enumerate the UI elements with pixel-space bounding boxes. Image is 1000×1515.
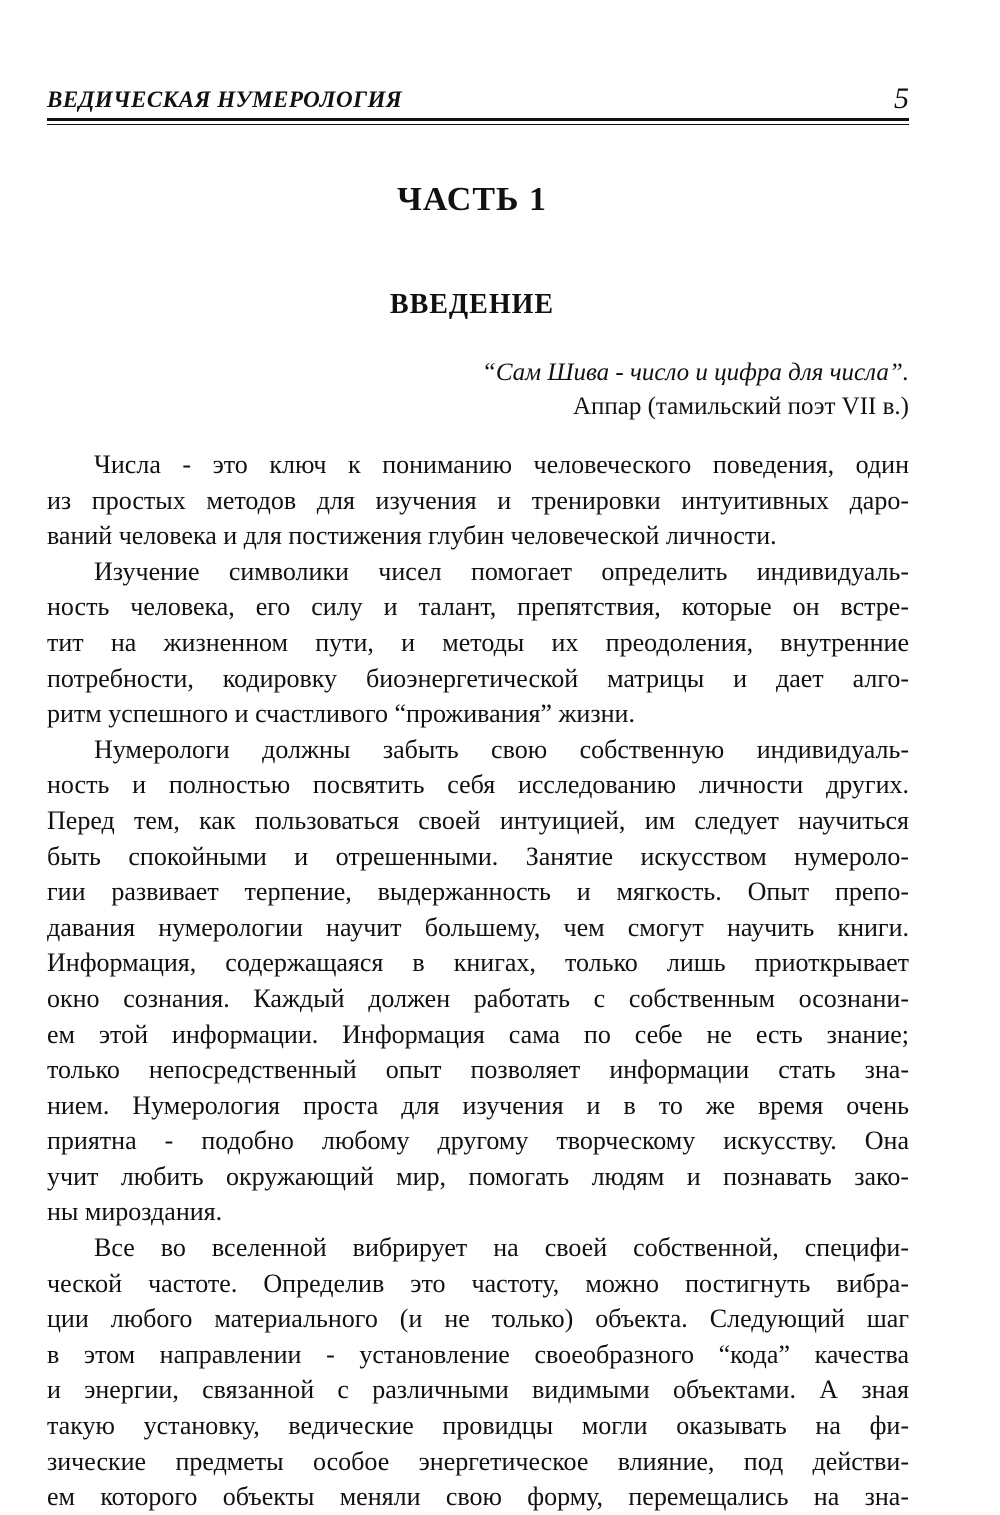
running-title: ВЕДИЧЕСКАЯ НУМЕРОЛОГИЯ (47, 87, 403, 112)
text-line: из простых методов для изучения и тренировки интуитивных даро- (47, 485, 909, 515)
text-line: ем этой информации. Информация сама по себе не есть знание; (47, 1019, 909, 1049)
text-line: ность человека, его силу и талант, препятствия, которые он встре- (47, 592, 909, 622)
text-line: ции любого материального (и не только) объекта. Следующий шаг (47, 1304, 909, 1334)
text-line: Информация, содержащаяся в книгах, только лишь приоткрывает (47, 948, 909, 978)
text-line: гии развивает терпение, выдержанность и мягкость. Опыт препо- (47, 877, 909, 907)
text-line: только непосредственный опыт позволяет информации стать зна- (47, 1055, 909, 1085)
text-line: быть спокойными и отрешенными. Занятие искусством нумероло- (47, 841, 909, 871)
epigraph-quote: “Сам Шива - число и цифра для числа”. (481, 359, 909, 386)
text-line: окно сознания. Каждый должен работать с собственным осознани- (47, 983, 909, 1013)
text-line: давания нумерологии научит большему, чем смогут научить книги. (47, 912, 909, 942)
page-number: 5 (894, 82, 909, 115)
header-rule-thin (47, 124, 909, 125)
text-line: приятна - подобно любому другому творческому искусству. Она (47, 1126, 909, 1156)
text-line: ческой частоте. Определив это частоту, можно постигнуть вибра- (47, 1268, 909, 1298)
text-line: Все во вселенной вибрирует на своей собственной, специфи- (94, 1233, 909, 1263)
text-line: и энергии, связанной с различными видимыми объектами. А зная (47, 1375, 909, 1405)
text-line: Нумерологи должны забыть свою собственную индивидуаль- (94, 734, 909, 764)
text-line: зические предметы особое энергетическое влияние, под действи- (47, 1446, 909, 1476)
text-line: Числа - это ключ к пониманию человеческого поведения, один (94, 450, 909, 479)
epigraph (482, 356, 909, 424)
text-line: ем которого объекты меняли свою форму, перемещались на зна- (47, 1482, 909, 1512)
text-line: ваний человека и для постижения глубин человеческой личности. (47, 521, 777, 551)
section-title: ВВЕДЕНИЕ (389, 289, 555, 320)
text-line: тит на жизненном пути, и методы их преодоления, внутренние (47, 627, 909, 657)
text-line: ность и полностью посвятить себя исследованию личности других. (47, 770, 909, 800)
text-line: такую установку, ведические провидцы могли оказывать на фи- (47, 1411, 909, 1441)
header-rule-thick (47, 118, 909, 121)
epigraph-attribution: Аппар (тамильский поэт VII в.) (572, 393, 909, 420)
text-line: ны мироздания. (47, 1197, 223, 1227)
text-line: нием. Нумерология проста для изучения и в то же время очень (47, 1090, 909, 1120)
text-line: учит любить окружающий мир, помогать людям и познавать зако- (47, 1161, 909, 1191)
text-line: ритм успешного и счастливого “проживания” жизни. (47, 699, 635, 729)
part-title: ЧАСТЬ 1 (396, 181, 548, 218)
text-line: Изучение символики чисел помогает определить индивидуаль- (94, 556, 909, 586)
body-text (47, 447, 909, 1515)
text-line: в этом направлении - установление своеобразного “кода” качества (47, 1339, 909, 1369)
text-line: потребности, кодировку биоэнергетической матрицы и дает алго- (47, 663, 909, 693)
text-line: Перед тем, как пользоваться своей интуицией, им следует научиться (47, 805, 909, 835)
